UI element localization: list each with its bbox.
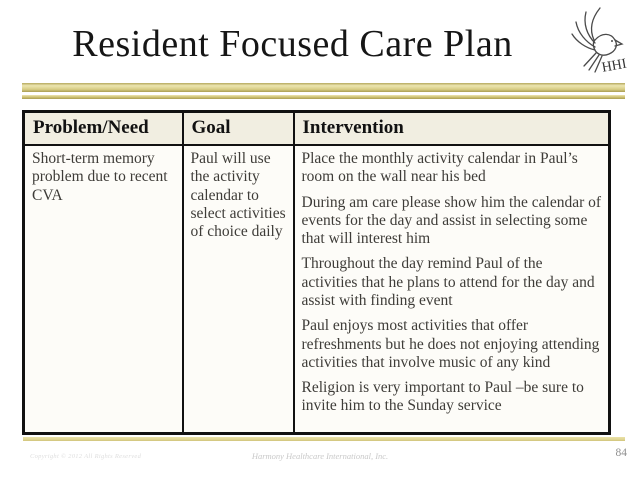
footer-copyright: Copyright © 2012 All Rights Reserved [30, 453, 142, 460]
col-header-problem-need: Problem/Need [24, 112, 183, 146]
table-row [24, 145, 610, 433]
dove-icon [560, 4, 634, 86]
footer-divider [23, 437, 625, 441]
footer-company: Harmony Healthcare International, Inc. [251, 451, 389, 461]
intervention-item: Religion is very important to Paul –be sure to invite him to the Sunday service [301, 379, 584, 415]
slide-title: Resident Focused Care Plan [72, 23, 513, 65]
col-header-intervention: Intervention [294, 112, 610, 146]
title-divider-thin [22, 95, 625, 99]
header-row [24, 112, 610, 146]
goal-cell: Paul will use the activity calendar to select activities of choice daily [183, 145, 294, 433]
intervention-item: Throughout the day remind Paul of the activities that he plans to attend for the day and assist with finding event [301, 255, 595, 309]
logo-text: HHI [600, 56, 628, 76]
hhi-dove-logo [560, 4, 634, 86]
title-divider-thick [22, 83, 625, 92]
intervention-item: Paul enjoys most activities that offer refreshments but he does not enjoying attending activities that involve music of any kind [301, 317, 600, 371]
problem-need-cell: Short-term memory problem due to recent CVA [24, 145, 183, 433]
intervention-item: Place the monthly activity calendar in Paul’s room on the wall near his bed [301, 150, 578, 186]
col-header-goal: Goal [183, 112, 294, 146]
intervention-cell [294, 145, 610, 433]
care-plan-table [22, 110, 611, 435]
intervention-item: During am care please show him the calendar of events for the day and assist in selecting some that will interest him [301, 193, 602, 248]
page-number: 84 [615, 447, 627, 459]
